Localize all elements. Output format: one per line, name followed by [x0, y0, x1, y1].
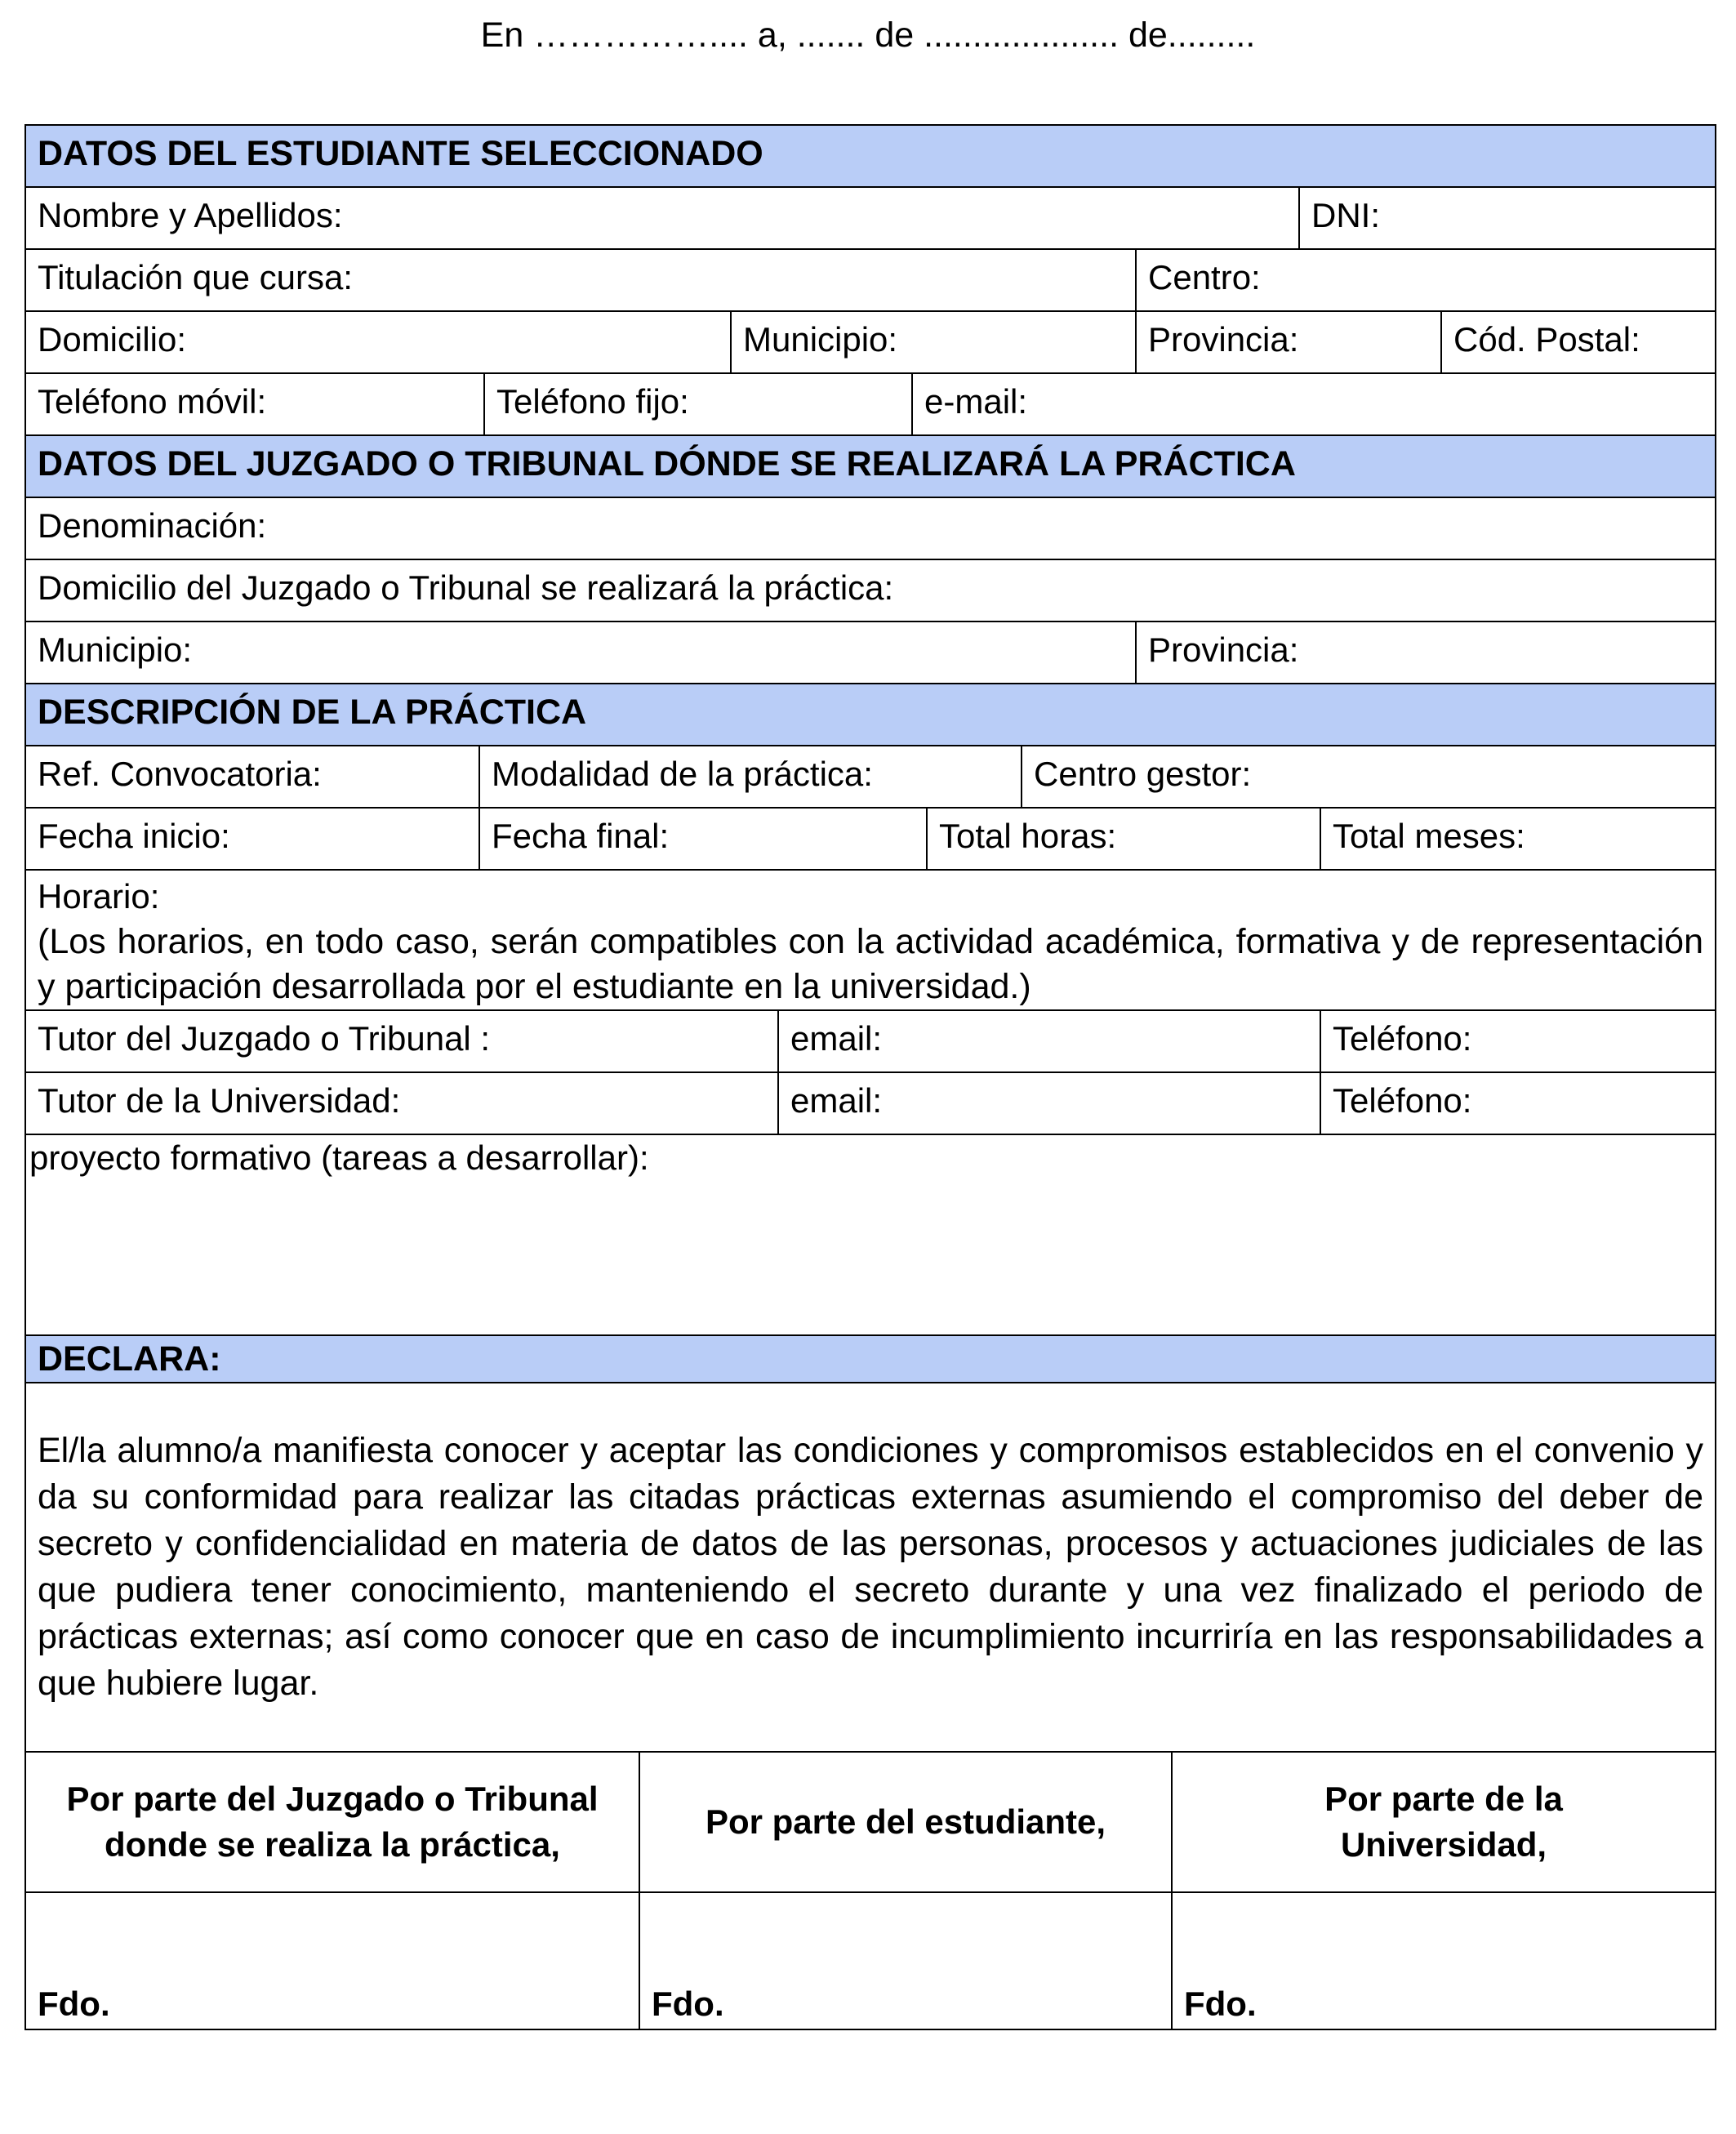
ref-convocatoria-field[interactable]: Ref. Convocatoria:: [24, 745, 480, 809]
horario-note: (Los horarios, en todo caso, serán compatibles con la actividad académica, formativa y de representación y participación desarrollada por el estudiante en la universidad.): [38, 922, 1703, 1006]
tutor-universidad-telefono-field[interactable]: Teléfono:: [1320, 1071, 1716, 1135]
horario-field[interactable]: [24, 869, 1716, 1011]
tutor-universidad-email-field[interactable]: email:: [777, 1071, 1321, 1135]
signature-box-universidad[interactable]: [1171, 1891, 1716, 2030]
fdo-label-juzgado: Fdo.: [38, 1985, 110, 2023]
court-provincia-field[interactable]: Provincia:: [1135, 621, 1716, 684]
court-domicilio-field[interactable]: Domicilio del Juzgado o Tribunal se realizará la práctica:: [24, 559, 1716, 622]
titulacion-field[interactable]: Titulación que cursa:: [24, 248, 1137, 312]
signature-box-juzgado[interactable]: [24, 1891, 640, 2030]
signature-header-estudiante: Por parte del estudiante,: [639, 1751, 1173, 1893]
tutor-juzgado-email-field[interactable]: email:: [777, 1009, 1321, 1073]
section-header-practice: DESCRIPCIÓN DE LA PRÁCTICA: [24, 683, 1716, 746]
date-line: En …………….... a, ....... de .................... de.........: [480, 16, 1256, 55]
fecha-inicio-field[interactable]: Fecha inicio:: [24, 807, 480, 871]
declaration-text: El/la alumno/a manifiesta conocer y aceptar las condiciones y compromisos establecidos en el convenio y da su conformidad para realizar las citadas prácticas externas asumiendo el compromiso del deber de secreto y confidencialidad en materia de datos de las personas, procesos y actuaciones judiciales de las que pudiera tener conocimiento, manteniendo el secreto durante y una vez finalizado el periodo de prácticas externas; así como conocer que en caso de incumplimiento incurriría en las responsabilidades a que hubiere lugar.: [24, 1382, 1716, 1753]
dni-field[interactable]: DNI:: [1298, 186, 1716, 250]
nombre-field[interactable]: Nombre y Apellidos:: [24, 186, 1300, 250]
signature-header-juzgado: Por parte del Juzgado o Tribunal donde se realiza la práctica,: [24, 1751, 640, 1893]
fecha-final-field[interactable]: Fecha final:: [479, 807, 928, 871]
total-horas-field[interactable]: Total horas:: [926, 807, 1321, 871]
tutor-juzgado-field[interactable]: Tutor del Juzgado o Tribunal :: [24, 1009, 779, 1073]
centro-field[interactable]: Centro:: [1135, 248, 1716, 312]
email-field[interactable]: e-mail:: [911, 372, 1716, 436]
telefono-movil-field[interactable]: Teléfono móvil:: [24, 372, 485, 436]
denominacion-field[interactable]: Denominación:: [24, 497, 1716, 560]
section-header-declara: DECLARA:: [24, 1334, 1716, 1383]
municipio-field[interactable]: Municipio:: [730, 310, 1137, 374]
section-header-court: DATOS DEL JUZGADO O TRIBUNAL DÓNDE SE REALIZARÁ LA PRÁCTICA: [24, 434, 1716, 498]
domicilio-field[interactable]: Domicilio:: [24, 310, 732, 374]
proyecto-formativo-field[interactable]: proyecto formativo (tareas a desarrollar):: [24, 1134, 1716, 1336]
centro-gestor-field[interactable]: Centro gestor:: [1021, 745, 1716, 809]
horario-label: Horario:: [38, 877, 160, 916]
modalidad-field[interactable]: Modalidad de la práctica:: [479, 745, 1022, 809]
tutor-universidad-field[interactable]: Tutor de la Universidad:: [24, 1071, 779, 1135]
cod-postal-field[interactable]: Cód. Postal:: [1440, 310, 1716, 374]
tutor-juzgado-telefono-field[interactable]: Teléfono:: [1320, 1009, 1716, 1073]
section-header-student: DATOS DEL ESTUDIANTE SELECCIONADO: [24, 124, 1716, 188]
fdo-label-universidad: Fdo.: [1184, 1985, 1257, 2023]
total-meses-field[interactable]: Total meses:: [1320, 807, 1716, 871]
provincia-field[interactable]: Provincia:: [1135, 310, 1442, 374]
fdo-label-estudiante: Fdo.: [652, 1985, 724, 2023]
court-municipio-field[interactable]: Municipio:: [24, 621, 1137, 684]
signature-box-estudiante[interactable]: [639, 1891, 1173, 2030]
signature-header-universidad: Por parte de la Universidad,: [1171, 1751, 1716, 1893]
telefono-fijo-field[interactable]: Teléfono fijo:: [483, 372, 913, 436]
